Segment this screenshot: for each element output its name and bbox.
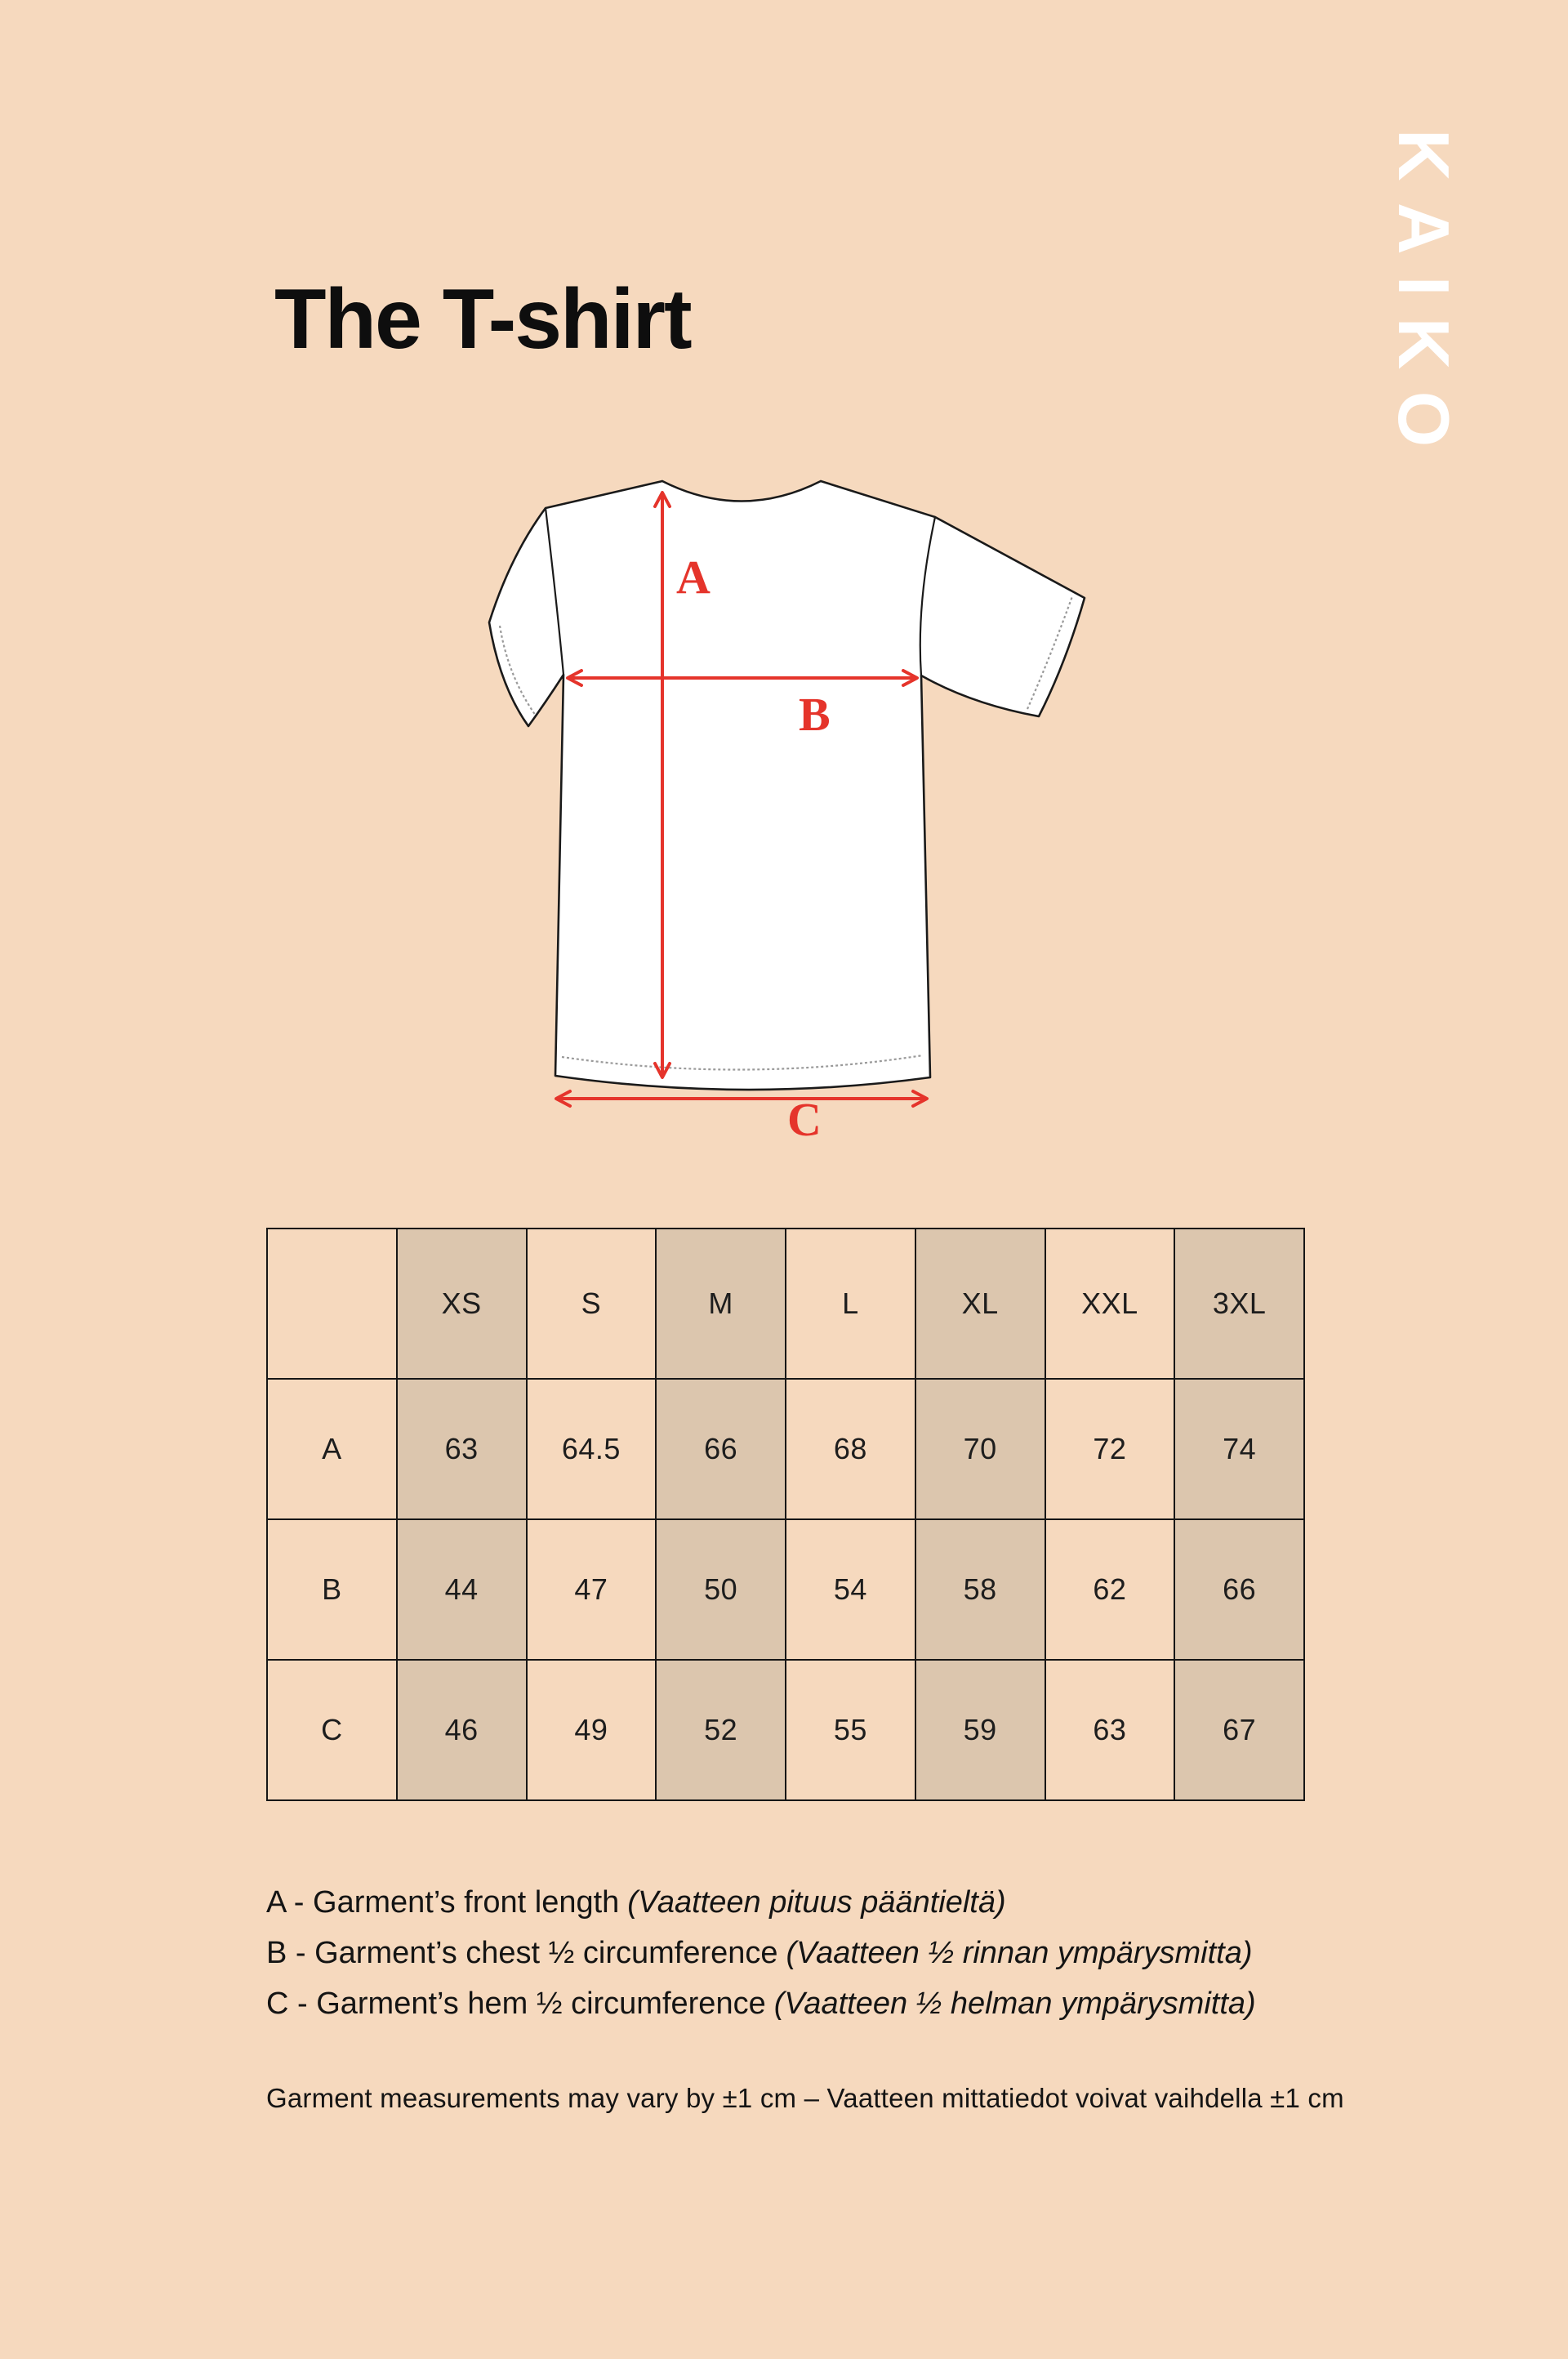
page-title: The T-shirt	[274, 271, 691, 367]
col-header-3xl: 3XL	[1174, 1229, 1304, 1379]
col-header-xs: XS	[397, 1229, 527, 1379]
table-corner-cell	[267, 1229, 397, 1379]
diagram-label-c: C	[787, 1093, 822, 1146]
diagram-label-a: A	[676, 551, 710, 604]
legend-line-b	[266, 1928, 1256, 1978]
tshirt-outline	[489, 481, 1085, 1090]
col-header-s: S	[527, 1229, 657, 1379]
cell-b-l: 54	[786, 1519, 915, 1660]
cell-c-3xl: 67	[1174, 1660, 1304, 1800]
legend-a-en: A - Garment’s front length	[266, 1885, 620, 1920]
legend-c-fi: (Vaatteen ½ helman ympärysmitta)	[773, 1987, 1256, 2021]
cell-b-xxl: 62	[1045, 1519, 1175, 1660]
cell-b-s: 47	[527, 1519, 657, 1660]
legend-b-en: B - Garment’s chest ½ circumference	[266, 1936, 778, 1970]
cell-c-xl: 59	[915, 1660, 1045, 1800]
cell-b-xs: 44	[397, 1519, 527, 1660]
cell-c-s: 49	[527, 1660, 657, 1800]
cell-a-xl: 70	[915, 1379, 1045, 1519]
cell-c-xs: 46	[397, 1660, 527, 1800]
cell-c-xxl: 63	[1045, 1660, 1175, 1800]
cell-b-3xl: 66	[1174, 1519, 1304, 1660]
table-row-b	[267, 1519, 1304, 1660]
legend-b-fi: (Vaatteen ½ rinnan ympärysmitta)	[786, 1936, 1253, 1970]
cell-b-m: 50	[656, 1519, 786, 1660]
row-label-b: B	[267, 1519, 397, 1660]
cell-c-l: 55	[786, 1660, 915, 1800]
brand-logo-kaiko: KAIKO	[1383, 129, 1464, 469]
tolerance-note: Garment measurements may vary by ±1 cm – Vaatteen mittatiedot voivat vaihdella ±1 cm	[266, 2083, 1344, 2113]
legend-c-en: C - Garment’s hem ½ circumference	[266, 1987, 766, 2021]
cell-b-xl: 58	[915, 1519, 1045, 1660]
table-row-c	[267, 1660, 1304, 1800]
cell-a-s: 64.5	[527, 1379, 657, 1519]
measurement-legend	[266, 1877, 1256, 2029]
row-label-c: C	[267, 1660, 397, 1800]
tshirt-measurement-diagram	[457, 449, 1111, 1184]
col-header-xxl: XXL	[1045, 1229, 1175, 1379]
legend-a-fi: (Vaatteen pituus pääntieltä)	[627, 1885, 1006, 1920]
size-table	[266, 1228, 1305, 1801]
table-row-a	[267, 1379, 1304, 1519]
row-label-a: A	[267, 1379, 397, 1519]
legend-line-a	[266, 1877, 1256, 1928]
col-header-xl: XL	[915, 1229, 1045, 1379]
cell-a-m: 66	[656, 1379, 786, 1519]
diagram-label-b: B	[799, 688, 831, 741]
cell-a-l: 68	[786, 1379, 915, 1519]
cell-a-xs: 63	[397, 1379, 527, 1519]
col-header-m: M	[656, 1229, 786, 1379]
cell-c-m: 52	[656, 1660, 786, 1800]
cell-a-3xl: 74	[1174, 1379, 1304, 1519]
legend-line-c	[266, 1978, 1256, 2029]
cell-a-xxl: 72	[1045, 1379, 1175, 1519]
col-header-l: L	[786, 1229, 915, 1379]
size-table-header-row	[267, 1229, 1304, 1379]
